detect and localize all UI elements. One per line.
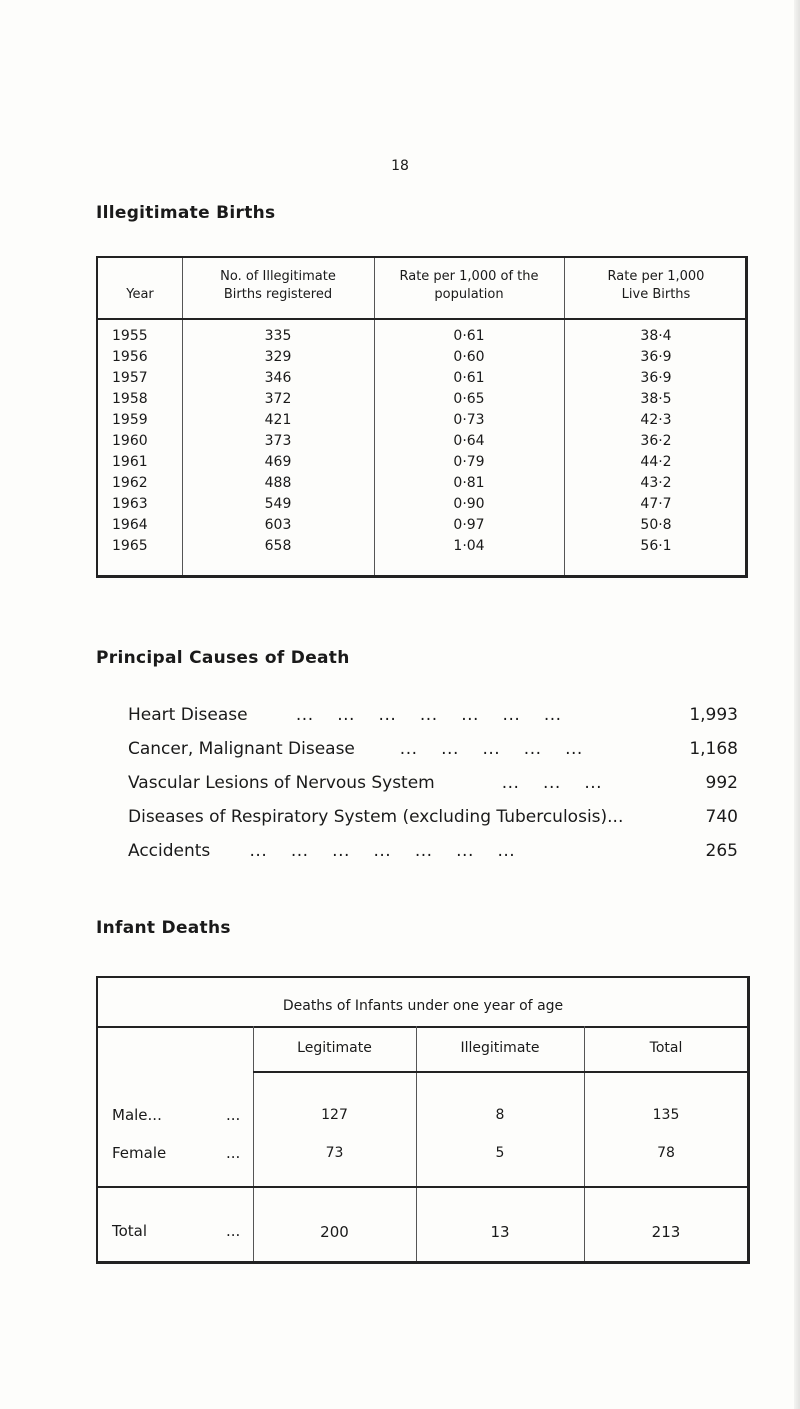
page-number: 18	[391, 158, 409, 174]
cell-total-legitimate: 200	[320, 1223, 349, 1241]
table-row	[98, 349, 745, 370]
cell-year: 1958	[112, 391, 148, 407]
table-row	[98, 391, 745, 412]
cause-label: Accidents	[128, 841, 211, 861]
header-births-line1: No. of Illegitimate	[220, 269, 336, 284]
row-label-female: Female	[112, 1144, 167, 1162]
cause-value: 1,168	[689, 739, 738, 759]
header-total: Total	[649, 1040, 683, 1056]
cell-rate-live: 38·5	[640, 391, 672, 407]
cause-value: 1,993	[689, 705, 738, 725]
cell-rate-live: 47·7	[640, 496, 672, 512]
table-row	[98, 454, 745, 475]
cell-births: 329	[264, 349, 292, 365]
cell-male-legitimate: 127	[321, 1107, 348, 1123]
cell-rate-live: 36·2	[640, 433, 672, 449]
leader-dots: ... ... ... ... ... ... ...	[220, 841, 516, 861]
cell-rate-live: 42·3	[640, 412, 672, 428]
cell-rate-live: 56·1	[640, 538, 672, 554]
cause-label: Diseases of Respiratory System (excluding Tuberculosis)...	[128, 807, 624, 827]
cell-births: 469	[264, 454, 292, 470]
header-rate-live-line2: Live Births	[621, 287, 691, 302]
list-item	[128, 703, 768, 737]
header-rate-population-line1: Rate per 1,000 of the	[399, 269, 539, 284]
header-illegitimate: Illegitimate	[460, 1040, 540, 1056]
illegitimate-births-table	[96, 256, 748, 578]
cell-rate-pop: 0·61	[453, 328, 485, 344]
cell-total-illegitimate: 13	[490, 1223, 510, 1241]
header-rule	[253, 1071, 747, 1073]
leader-dots: ... ... ... ... ...	[388, 739, 583, 759]
cell-year: 1960	[112, 433, 148, 449]
cell-rate-pop: 0·79	[453, 454, 485, 470]
cell-rate-pop: 0·60	[453, 349, 485, 365]
table-row	[98, 496, 745, 517]
cell-births: 603	[264, 517, 292, 533]
caption-rule	[98, 1026, 747, 1028]
header-births-line2: Births registered	[223, 287, 333, 302]
cell-rate-pop: 0·65	[453, 391, 485, 407]
total-rule	[98, 1186, 747, 1188]
cell-rate-pop: 0·81	[453, 475, 485, 491]
header-rate-live-line1: Rate per 1,000	[607, 269, 705, 284]
row-label-male: Male...	[112, 1106, 162, 1124]
cell-births: 421	[264, 412, 292, 428]
cell-female-legitimate: 73	[325, 1145, 344, 1161]
header-legitimate: Legitimate	[297, 1040, 372, 1056]
illegitimate-births-title: Illegitimate Births	[96, 203, 276, 223]
infant-deaths-table	[96, 976, 750, 1264]
header-rule	[98, 318, 745, 320]
cell-rate-pop: 0·73	[453, 412, 485, 428]
cause-label: Cancer, Malignant Disease	[128, 739, 355, 759]
cell-year: 1956	[112, 349, 148, 365]
cell-rate-live: 36·9	[640, 349, 672, 365]
causes-list	[128, 703, 768, 873]
cell-female-illegitimate: 5	[495, 1145, 505, 1161]
cell-year: 1964	[112, 517, 148, 533]
cell-births: 373	[264, 433, 292, 449]
cell-year: 1955	[112, 328, 148, 344]
principal-causes-title: Principal Causes of Death	[96, 648, 350, 668]
cell-rate-live: 50·8	[640, 517, 672, 533]
table-row	[98, 370, 745, 391]
cell-year: 1959	[112, 412, 148, 428]
cell-rate-pop: 1·04	[453, 538, 485, 554]
leader-dots: ... ... ... ... ... ... ...	[290, 705, 562, 725]
row-ellipsis: ...	[226, 1222, 241, 1240]
cell-female-total: 78	[657, 1145, 675, 1161]
cell-births: 346	[264, 370, 292, 386]
cause-value: 265	[705, 841, 738, 861]
cell-year: 1957	[112, 370, 148, 386]
cause-label: Heart Disease	[128, 705, 248, 725]
header-rate-population-line2: population	[434, 287, 504, 302]
list-item	[128, 839, 768, 873]
table-caption: Deaths of Infants under one year of age	[282, 998, 564, 1014]
cell-rate-live: 43·2	[640, 475, 672, 491]
table-row	[98, 517, 745, 538]
list-item	[128, 737, 768, 771]
cell-births: 372	[264, 391, 292, 407]
table-row	[98, 433, 745, 454]
table-body	[98, 328, 745, 559]
row-ellipsis: ...	[226, 1106, 241, 1124]
cell-male-illegitimate: 8	[495, 1107, 505, 1123]
cell-births: 335	[264, 328, 292, 344]
cell-rate-live: 38·4	[640, 328, 672, 344]
table-row	[98, 538, 745, 559]
row-label-total: Total	[112, 1222, 148, 1240]
row-ellipsis: ...	[226, 1144, 241, 1162]
table-row	[98, 328, 745, 349]
cell-births: 488	[264, 475, 292, 491]
header-rate-live-births	[564, 268, 748, 304]
cell-male-total: 135	[652, 1107, 680, 1123]
cell-rate-live: 44·2	[640, 454, 672, 470]
cell-rate-pop: 0·90	[453, 496, 485, 512]
header-births	[182, 268, 374, 304]
cell-rate-live: 36·9	[640, 370, 672, 386]
page-edge	[794, 0, 800, 1409]
cause-value: 992	[705, 773, 738, 793]
leader-dots: ... ... ...	[484, 773, 603, 793]
infant-deaths-title: Infant Deaths	[96, 918, 231, 938]
cause-value: 740	[705, 807, 738, 827]
header-rate-population	[374, 268, 564, 304]
cell-year: 1961	[112, 454, 148, 470]
table-row	[98, 475, 745, 496]
cell-year: 1965	[112, 538, 148, 554]
list-item	[128, 771, 768, 805]
cell-total-total: 213	[651, 1223, 681, 1241]
cell-year: 1963	[112, 496, 148, 512]
list-item	[128, 805, 768, 839]
table-row	[98, 412, 745, 433]
cause-label: Vascular Lesions of Nervous System	[128, 773, 435, 793]
header-year: Year	[126, 287, 154, 302]
cell-rate-pop: 0·97	[453, 517, 485, 533]
cell-rate-pop: 0·64	[453, 433, 485, 449]
cell-year: 1962	[112, 475, 148, 491]
cell-births: 658	[264, 538, 292, 554]
cell-rate-pop: 0·61	[453, 370, 485, 386]
cell-births: 549	[264, 496, 292, 512]
